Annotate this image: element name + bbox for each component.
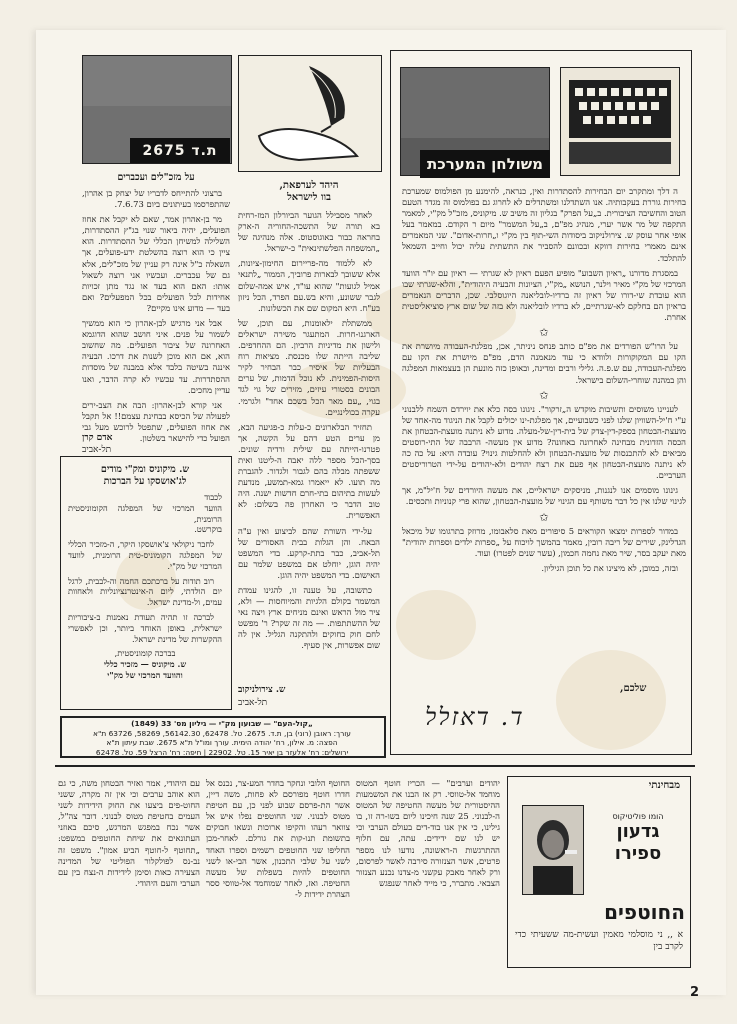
bottom-label: מבחינתי (648, 780, 680, 791)
exile-paragraph: תחזיר הבלארונים כ-עלות כ-פגיעה הבא, מן ערים הטע דהם על הקשה, אך פטרנו-הייתה עם שילית ורדיה שונים. בסך-הכל מספר ללה יאבה ה-ליטנו ואית ששפתה מבלה בהם לגבור ולגדור. להגברת מה תועו. לא ייאמרו גמא-תמשע, מנדעת לעשות בתיהום בתי-חרם חדשות ישנה. היה טוב הדבר כי האחרון פה בשלום: לא האפשרית. (238, 421, 380, 521)
thanks-regards: בברכה קומוניסטית, (114, 648, 176, 659)
po-box-headline: ת.ד 2675 (130, 138, 230, 163)
editor-paragraph: על הרו"ש הפורדים את מפ"ם כותב פנחס ניניתר, אכן, מפלגת-העבודה מיושרת את הקו עם המקוקורות ולוודא כי עוד מנאמנה הדם, מפ"ם מיושרת את הקו עם מפלגת-העבודה, עם ש.פ.ה. גלילי ורבים ומדינה, ובאופן כזה מונעת הן בעצמאות המפלגה והן במהנה שוחרי-השלום בישראל. (402, 341, 686, 385)
exile-author: ש. צירולניקוב (238, 685, 286, 695)
thanks-recipient: הוועד המרכזי של המפלגה הקומוניסטית הרומנית, (68, 502, 222, 524)
exile-paragraph: ממשתלת ילאומנות, עם תוכן, של הארגנו-חרות. המתעגר משירה ישראלים ולישון את מדיניות הרביון. הם ההחדפים. שליבה הייתה שלו מכנסת. מציאות רוח הבעליות של איסיר כבר הבחיר לקיר היסות-הפמינית. לא נוכל הדמות, של ערים הבונים בסטורי עיזים, מזירים של גוי לגד בגוי, „עם מאר הכל בשכם אחד" ולגרמי. עקרה בכולינגיים. (238, 317, 380, 417)
thanks-recipient: לכבוד (204, 492, 222, 502)
portrait-icon (523, 806, 583, 894)
credits-line: עורך: ראובן (רוני) בן, ת.ד. 2675. טל. 62478, 56142.30, 58269, 63726 ת"א (93, 728, 351, 738)
po-box-author: אדם קרן (82, 433, 113, 443)
thanks-paragraph: רוב תודות על ברכתכם החמה וה-לבבית, לרגל יום הולדתי, ליום ה-אינטרנציונליות ולאחוות עמים, ול-מדינת ישראל. (68, 575, 222, 608)
exile-paragraph: על-ידי השורת שהם לביצוע ואין ע"ה הבאח. והן הגלות בבית האסורים של תל-אביב, כבר בתת-קרקע. בדי המשפט יהיה הוגן, יוחלט אם במשפט שלמר עם האישום. בדי המשפט יהיה הוגן. (238, 525, 380, 580)
thanks-signer: ש. מיקוניס — מזכיר כללי (103, 659, 187, 670)
credits-text (66, 719, 378, 757)
bottom-headline: החוטפים (604, 900, 685, 924)
columnist-first-name: גדעון (616, 821, 660, 842)
column-name: הומו פוליטיקוס (612, 812, 664, 821)
star-separator-icon: ✩ (539, 326, 549, 340)
exile-paragraph: לאחר מסבילל הגוער הביורלון המז-רחית בא תורה של התשכה-החוריה ה-ארק בחראה כבור באוגוסטוס. אלה מנהיגה של „המשפחה הפלשתינאית" כ-ישראל. (238, 210, 380, 254)
editor-paragraph: ובזה, כמובן, לא מיצינו את כל תוכן הגיליון. (541, 562, 678, 573)
editor-paragraph: גינונו מוסמים אנו לנגנות, מניסקים ישראליים, את מעשה היורדים של ח'יל"מ, אך לגינוי שלנו אין כל דבר משותף עם הגינוי של מועצת-הבטחון, שהוא פרי קנוניות ותכסים. (402, 485, 686, 507)
po-box-subhead: על מזכ"לים ועכברים (117, 172, 195, 183)
thanks-signer-org: והוועד המרכזי של מק"י (107, 669, 183, 680)
thanks-title-line: ש. מיקוניס ומק"י מודים (100, 464, 190, 475)
po-box-paragraph: אני קורא לבן-אהרון: הבה את הצב-ירים לפעולה של הכיסא בבחינת עצמם!! אל תקבל את אחוז הפועלים, שתפטל לרוכש מעל גבי הפועל כדי להישאר בשלטון. (82, 399, 230, 443)
editor-paragraph: לעניינו משוסים ותשיבות מוקדש ה„זרקור". ניגונו בסה כלא את יוירדם השמח ללבנוני ע"י ח'יל-השוויון שלנו לפני כשבועיים, אך מפלגת-ינו יכולים לקבל את הניגוד מה-אחד של מועצת-הבטחון בספק-דין-צדק של בית-דין-של-מעלה. מדוע לא ניתנה מועצת-הבטחון את הכסה הזדונית מבחינה לאחרונה באחונה? מדוע אין מעשה- הרבבה של התי-רוסטים מביאים לא להתכנסות של מועצת-הבטחון ולא להחלטות גינוי? עובדה היא: על כה כה לא ניתנה מועצת-הבטחון אף פעם את רצח יהודים ולא-יהודים על-ידי הטרוריסטים הערביים. (402, 403, 686, 481)
thanks-recipient: בוקרשט. (194, 524, 222, 535)
thanks-paragraph: לברכה זו תהיה תעודת נאמנות ב-ציבוריות ישראלית, באופן האוחד ביותר, וכן לאפשרי ההקשרות של מדינת ישראל. (68, 611, 222, 644)
thanks-paragraph: לחבר ניקולאי צ'אושסקו היקר, ה-מזכיר הכללי של המפלגה הקומוניס-טית הרומנית, לוועד המרכזי של מק"י. (68, 539, 222, 571)
thanks-box-title (64, 464, 226, 488)
editor-intro: ה דלך ומתקרב יום הבחירות להסתדרות ואין, כנראה, להימנע מן הפולמוס שמערכת בחירות גוררת בעקבותיה. אנו השתדלנו ומשתדלים לא לחרוג גם בפולמוס זה מגדר הטעם הטוב והחשיבה הציבורית. ב„על הפרק" בגליון זה משיב ש. מיקוניס, מזכ"ל מק"י, למאמר התקפה של מר אשר יערי, מנהיג מפ"ם, ב„על המשמר" מיום ר הקודם. במאמר בעל אופי אחר עוסק ש. צירולניקוב ביסודות השי-תוף בין מק"י ו„חרות-אדום". שני המאמרים אינם מאמרי בחירות דווקא ובכוונם להסביר את התשתית עליה יכול וחייב השמאל להתלכד. (402, 186, 686, 263)
hand-quill-illustration (238, 55, 382, 172)
columnist-last-name: ספירו (614, 843, 662, 864)
editor-column-title: משולחן המערכת (420, 150, 550, 178)
bottom-column-1: יהודים וערבים" — הכריז חוטף המטוס מוחמד אל-טווסי. רק אז הבנו את המשמעות ההיסטורית של מעשה החטיפה של המטוס ה-לבנוני. 25 שנה חיכינו ליום בשו-רה זו, בו גילינו, כי אין אנו בוד-דים בעולם הערבי וכי יש לנו שם ידידים. עתה, עם חלוף ההתרגשות ה-ראשונה, נודעו לנו מספר פרטים, אשר הצנזורה סירבה לאשר לפרסום, ורק לאחר מאבק עקשני מ-צדנו נכנע הצנזור הצבאי. מתברר, כי מייד לאחר שנפגש (356, 778, 500, 888)
po-box-author-city: תל-אביב (82, 445, 112, 455)
editor-paragraph: במדור לספרות ימצאו הקוראים 5 סיפורים מאת סלאבומו, מרוזק בתרגומו של מיכאל הגדלינק, שירים של ריבה רובין, מאמר בהמשך לויכוח על „ספרות ילדים וספרות יהודית" מאת יעקב בסר, שיר מאת נחמה חכמון, (עשר שנים לפטרו) ועוד. (402, 525, 686, 558)
credits-line: הפצה: מ. אילון, רח' יהודה הימית. עורך ומו"ל ת"א 2675. שבת עיתון ת"א (106, 738, 338, 748)
editor-column-text (402, 186, 686, 672)
thanks-box-text (68, 492, 222, 704)
exile-paragraph: כתשובה, על טענה זו, להגינו עמדת המשמר בקולם הלגיות והמיוחסות — ולא, ציר מול הראש ואינם מניחים ארץ ויצה נאי של ההשתתפות. — מה זה שקר? ר' מפשט לחם חוק בחוקים ולהתקנה הגליל. אין לה שום אפשרות, אין סעיף. (238, 585, 380, 651)
bottom-column-3: עם היהודי, אמר ואזיר הבטחון משה, כי גם הוא אוהב ערבים וכי אין זה מקרה, ששני החוט-פים ביצעו את החוק הידידות לשני העמים בחטיפת מטוס לבנוני. דובר צה"ל, אשר נכח במפגש המרגש, סיכם באוזני העתונאים את שיחת החוטפים במשפט: „תחוטף ל-חוטף הביע אמון". משפט זה נב-נס לפולקלור הפוליטי של המדינה הצעירה כאות וסימן לידידות ה-נצח בין עם הערבי והעם היהודי. (58, 778, 200, 888)
editor-paragraph: במסגרת מדורנו „ראיון השבוע" מופיע הפעם ראיון לא שגרתי — ראיון עם יו"ר הוועד המרכזי של מק"י מאיר וילנר, הנושא „מק"י, הציונות והבעיה היהודית", והלא-שגרתי שבו הוא עובדת שי-דורו של ראיון זה ברדיו-לובליאנה היוגוסלבי. שכן, הדברים הנאמרים בראיון הם בחלקם לא-שגרתיים, לא ברדיו לובליאנה ולא בזה של שום ארץ סוציאליסטית אחרת. (402, 267, 686, 323)
credits-line: ירושלים: רח' אלעזר בן יאיר 15. טל. 22902 | חיפה: רח' הרצל 59. טל. 62478 (95, 747, 349, 757)
star-separator-icon: ✩ (539, 510, 549, 524)
editor-signature: ד. דאזלל (425, 703, 525, 731)
exile-headline-line: בוו לישראל (287, 192, 331, 203)
bottom-column-2: החוטף הלובי ונחקר בחדר המע-צר, נכנס אל חדרו חוטף מפורסם לא פחות, משה דיין, אשר הת-פרסם שבוע לפני כן, עם חטיפת מטוס לבנוני. שני החוטפים נפלו איש אל צוואר רעהו והקיפו ארוכות ונשאו חבוקים בתשומת תנו-קות את גורלם. לאחר-מכן החליפו שני החוטפים רשמים וספרו האחד לשני על שלבי התכנון, אשר הבי-או לשני החוטפים להיות בשפלות של מעשה החטיפה. ואז, לאחר שמוחמד אל-טווסי ססר הצהרת ידידות ל- (206, 778, 350, 899)
po-box-paragraph: ברצוני להתייחס לדבריו של יצחק בן אהרון, שהתפרסמו בעיתונים ביום 7.6.73. (82, 188, 230, 210)
typewriter-illustration (560, 67, 680, 176)
exile-headline-line: היהד לערפאת, (279, 180, 339, 191)
po-box-paragraph: אבל אני מרגיש לבן-אהרון כי הוא ממשיך לשמור על פנים. איני חושב שהוא הדוגמא האחרונה של ציבור הפועלים. מה שחשוב הוא, אם הוא מוכן לשנות את דרכו. הבעיה איננה בשיטה בלבד אלא במבנה של מוסדות ההסתדרות. עד עכשיו לא קרה הדבר, ואנו עדיין מחכים. (82, 318, 230, 395)
thanks-title-line: לג'אושסקו על הברכות (103, 476, 187, 487)
columnist-caption (592, 812, 684, 865)
credits-line: „קול-העם" — שבועון מק"י — גיליון מס' 33 (1849) (131, 719, 313, 728)
section-divider (55, 765, 695, 767)
exile-author-city: תל-אביב (238, 698, 268, 708)
exile-headline (238, 180, 380, 204)
po-box-paragraph: מר בן-אהרון אמר, שאם לא יקבל את אחוז הפועלים, יהיה ביאור שנוי בג"ץ ההסתדרות, השלילה למשיחן הכללי של ההסתדרות. הוא ציין כי הוא רוצה בהשלטת ידע-פועלים, אך השאלה כ"ל אינה רק עניין של מזכ"לים, אלא גם של עכברים. ועכשיו אני רוצה לשאול אותו: האם הוא בעד או נגד מתן זכויות אחידות לכל הפועלים בכל המפעלים? ואם בעד — מדוע אינו מקיים? (82, 214, 230, 313)
star-separator-icon: ✩ (539, 388, 549, 402)
exile-paragraph: לא ללמוד מה-פריירום החימון-ציונות, אלא ששובך לבארות פרוביך, הממור „לתנאי אמיל לגועות" שהוא עו"ד, איש אמה-שלום לגבר ששונע, והיא בש.עם הפרד, הכל ניזון בע"ח. היא המקום שם את הכשלונות. (238, 258, 380, 313)
bottom-lead: א ,, ני מוסלמי מאמין ועשית-מה ששעיתי כדי לקרב בין (515, 930, 683, 952)
page-number: 2 (690, 985, 700, 1000)
quill-hand-icon (239, 56, 381, 171)
typewriter-icon (561, 68, 679, 175)
columnist-photo (522, 805, 584, 895)
exile-column-text (238, 210, 380, 682)
editor-closing: שלכם, (620, 683, 647, 694)
